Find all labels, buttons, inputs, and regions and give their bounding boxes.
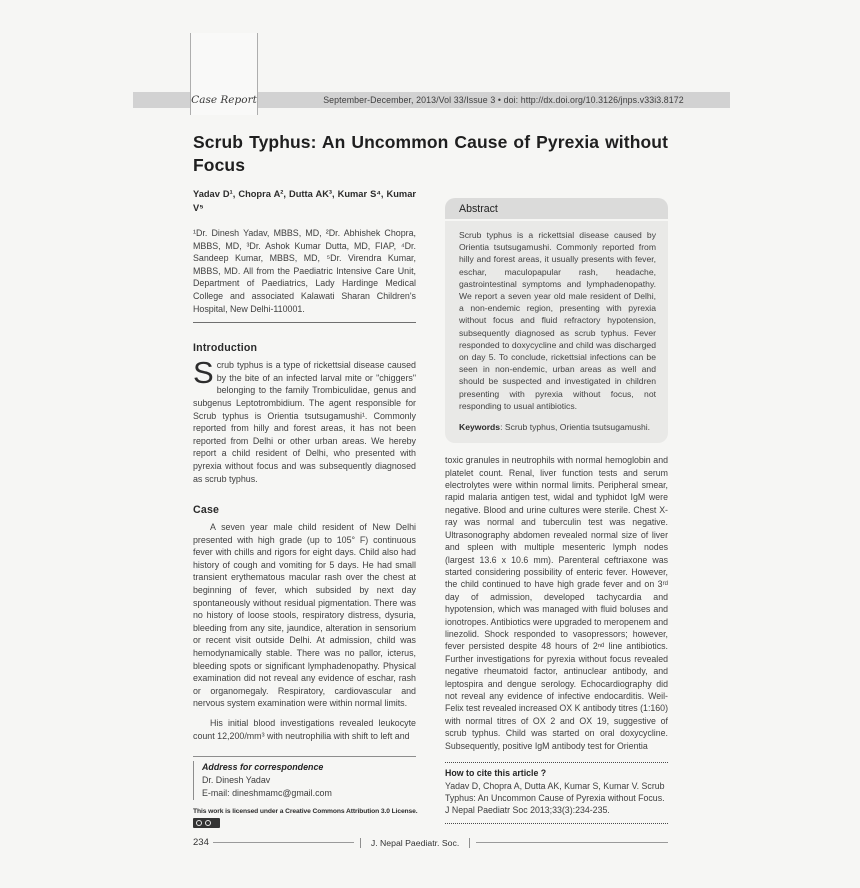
keywords-line	[459, 421, 656, 433]
affiliation-divider	[193, 322, 416, 323]
correspondence-inner	[193, 761, 416, 800]
introduction-heading: Introduction	[193, 342, 258, 355]
keywords-label: Keywords	[459, 422, 501, 433]
section-tab	[190, 33, 258, 115]
section-tab-label: Case Report	[191, 94, 257, 106]
correspondence-heading: Address for correspondence	[202, 762, 324, 773]
article-title: Scrub Typhus: An Uncommon Cause of Pyrexia without Focus	[193, 132, 668, 175]
page-footer	[193, 837, 668, 848]
dropcap-letter: S	[193, 355, 214, 391]
citation-text: Yadav D, Chopra A, Dutta AK, Kumar S, Kumar V. Scrub Typhus: An Uncommon Cause of Pyrexia without Focus. J Nepal Paediatr Soc 2013;33(3):234-235.	[445, 781, 665, 815]
footer-rule-left	[213, 842, 354, 843]
case-paragraph-1: A seven year male child resident of New Delhi presented with high grade (up to 105° F) continuous fever with chills and rigors for eight days. Child also had history of cough and vomiting for 5 days. He had small transient erythematous macular rash over the chest at beginning of fever, which subsided by next day spontaneously without residual pigmentation. There was no history of loose stools, respiratory distress, dysuria, bleeding from any site, jaundice, alteration in sensorium or recent visit outside Delhi. At admission, child was hemodynamically stable. There was no pallor, icterus, bleeding spots or significant lymphadenopathy. Physical examination did not reveal any evidence of eschar, rash or organomegaly. Respiratory, cardiovascular and nervous system examination were within normal limits.	[193, 522, 416, 709]
abstract-body	[445, 221, 668, 443]
correspondence-name: Dr. Dinesh Yadav	[202, 775, 271, 786]
left-column	[193, 188, 416, 828]
cc-license-badge	[193, 818, 220, 828]
keywords-text: : Scrub typhus, Orientia tsutsugamushi.	[500, 422, 651, 433]
introduction-text: crub typhus is a type of rickettsial disease caused by the bite of an infected larval mite or "chiggers" belonging to the family Trombiculidae, genus and subgenus Leptotrombidium. The agent responsible for Scrub typhus is Orientia tsutsugamushi¹. Commonly reported from hilly and forest areas, it has not been reported from Delhi or other urban areas. We hereby report a child resident of Delhi, who presented with pyrexia without focus and was subsequently diagnosed as scrub typhus.	[193, 360, 416, 484]
correspondence-block	[193, 756, 416, 800]
cc-icon	[196, 820, 202, 826]
introduction-paragraph	[193, 355, 416, 485]
footer-tick-right	[469, 838, 470, 848]
case-continuation-paragraph: toxic granules in neutrophils with normal hemoglobin and platelet count. Renal, liver function tests and serum electrolytes were within normal limits. Peripheral smear, rapid malaria antigen test, widal and typhidot IgM were negative. Blood and urine cultures were sterile. Chest X-ray was normal and tuberculin test was negative. Ultrasonography abdomen revealed normal size of liver and spleen with multiple mesenteric lymph nodes (largest 13.6 x 10.6 mm). Parenteral ceftriaxone was started considering possibility of enteric fever. However, the child continued to have high grade fever and on 3ʳᵈ day of admission, developed tachycardia and hypotension, which was managed with fluid boluses and ionotropes. Antibiotics were upgraded to meropenem and linezolid. Shock responded to vasopressors; however, fever persisted despite 48 hours of 2ⁿᵈ line antibiotics. Further investigations for pyrexia without focus revealed negative rheumatoid factor, antinuclear antibody, and leptospira and dengue serology. Echocardiography did not reveal any evidence of infective endocarditis. Weil-Felix test revealed increased OX K antibody titres (1:160) with normal titres of OX 2 and OX 19, suggestive of scrub typhus. Child was started on oral doxycycline. Subsequently, positive IgM antibody test for Orientia	[445, 455, 668, 751]
page-number: 234	[193, 837, 209, 848]
issue-doi-line: September-December, 2013/Vol 33/Issue 3 • doi: http://dx.doi.org/10.3126/jnps.v33i3.8172	[323, 95, 684, 105]
by-icon	[205, 820, 211, 826]
affiliations: ¹Dr. Dinesh Yadav, MBBS, MD, ²Dr. Abhishek Chopra, MBBS, MD, ³Dr. Ashok Kumar Dutta, MD, FIAP, ⁴Dr. Sandeep Kumar, MBBS, MD, ⁵Dr. Virendra Kumar, MBBS, MD. All from the Paediatric Intensive Care Unit, Department of Paediatrics, Lady Hardinge Medical College and associated Kalawati Sharan Children's Hospital, New Delhi-110001.	[193, 228, 416, 314]
license-statement: This work is licensed under a Creative Commons Attribution 3.0 License.	[193, 808, 418, 816]
journal-name: J. Nepal Paediatr. Soc.	[370, 837, 460, 848]
footer-tick-left	[360, 838, 361, 848]
citation-block	[445, 762, 668, 824]
correspondence-email: E-mail: dineshmamc@gmail.com	[202, 788, 332, 799]
footer-rule-right	[476, 842, 668, 843]
authors-line: Yadav D¹, Chopra A², Dutta AK³, Kumar S⁴, Kumar V⁵	[193, 189, 416, 213]
citation-heading: How to cite this article ?	[445, 768, 547, 778]
abstract-text: Scrub typhus is a rickettsial disease caused by Orientia tsutsugamushi. Commonly reported from hilly and forest areas, it usually presents with fever, eschar, maculopapular rash, headache, gastrointestinal symptoms and lymphadenopathy. We report a seven year old male resident of Delhi, a non-endemic region, presenting with pyrexia without focus and fluid refractory hypotension, subsequently diagnosed as scrub typhus. Fever responded to doxycycline and child was discharged on day 5. To conclude, rickettsial infections can be seen in non-endemic, urban areas as well and should be suspected and investigated in children presenting with pyrexia without focus, not responding to usual antibiotics.	[459, 230, 656, 411]
abstract-box	[445, 198, 668, 443]
right-column	[445, 198, 668, 824]
case-paragraph-2: His initial blood investigations revealed leukocyte count 12,200/mm³ with neutrophilia with shift to left and	[193, 718, 416, 741]
abstract-heading: Abstract	[445, 198, 668, 221]
case-heading: Case	[193, 504, 220, 517]
